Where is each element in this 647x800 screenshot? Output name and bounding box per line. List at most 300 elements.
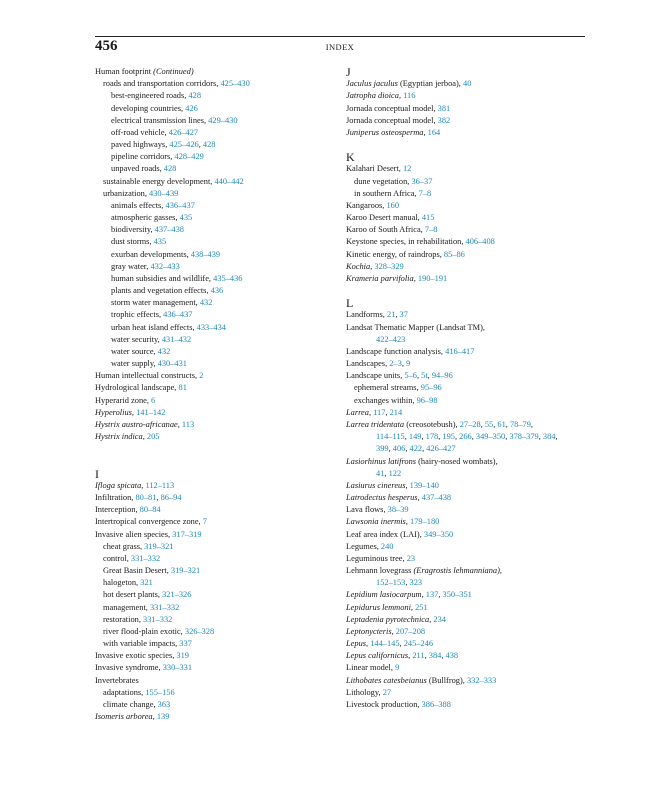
index-entry <box>346 358 591 370</box>
page-reference-link[interactable]: 178 <box>425 432 439 442</box>
page-reference-link[interactable]: 432 <box>199 298 213 308</box>
page-reference-link[interactable]: 27 <box>382 687 392 697</box>
entry-text: , <box>555 432 558 442</box>
page-reference-link[interactable]: 426–427 <box>426 444 456 454</box>
index-entry <box>95 650 340 662</box>
spacer <box>95 456 340 468</box>
index-subentry <box>95 322 340 334</box>
index-subentry <box>346 395 591 407</box>
page-reference-link[interactable]: 378–379 <box>509 432 539 442</box>
index-subentry <box>95 273 340 285</box>
index-entry <box>95 480 340 492</box>
entry-text: , <box>142 432 147 442</box>
entry-text: restoration, <box>103 614 144 624</box>
page-reference-link[interactable]: 440–442 <box>214 176 244 186</box>
page-reference-link[interactable]: 384 <box>428 651 442 661</box>
page-reference-link[interactable]: 7 <box>202 517 207 527</box>
entry-text: Human intellectual constructs, <box>95 371 200 381</box>
entry-text: , <box>395 310 400 320</box>
page-reference-link[interactable]: 436–437 <box>163 310 193 320</box>
entry-text: (Egyptian jerboa), <box>397 79 463 89</box>
entry-text: Landscape function analysis, <box>346 346 446 356</box>
index-entry <box>346 504 591 516</box>
entry-text: , <box>417 493 422 503</box>
entry-text: , <box>530 419 533 429</box>
page-reference-link[interactable]: 40 <box>463 79 472 89</box>
index-subentry <box>95 139 340 151</box>
page-reference-link[interactable]: 27–28 <box>459 419 481 429</box>
entry-text: Landscape units, <box>346 371 405 381</box>
entry-text: , <box>480 419 485 429</box>
index-entry-continuation <box>346 443 591 455</box>
page-reference-link[interactable]: 436 <box>210 286 224 296</box>
page-reference-link[interactable]: 245–246 <box>403 639 434 649</box>
index-subentry <box>95 541 340 553</box>
entry-text: in southern Africa, <box>354 188 419 198</box>
page-reference-link[interactable]: 137 <box>425 590 439 600</box>
section-letter: I <box>95 466 99 481</box>
page-reference-link[interactable]: 160 <box>386 200 400 210</box>
entry-text: Lehmann lovegrass <box>346 566 414 576</box>
index-subentry <box>95 699 340 711</box>
page-reference-link[interactable]: 149 <box>408 432 422 442</box>
index-column-left <box>95 66 340 723</box>
page-reference-link[interactable]: 85–86 <box>443 249 465 259</box>
entry-text: Intertropical convergence zone, <box>95 517 203 527</box>
entry-text: , <box>388 444 393 454</box>
page-reference-link[interactable]: 328–329 <box>374 261 404 271</box>
index-subentry <box>95 626 340 638</box>
index-entry <box>346 273 591 285</box>
entry-text: , <box>438 432 443 442</box>
page-reference-link[interactable]: 331–332 <box>130 553 161 563</box>
index-subentry <box>95 163 340 175</box>
page-reference-link[interactable]: 326–328 <box>184 626 215 636</box>
index-entry <box>95 382 340 394</box>
index-subentry <box>95 249 340 261</box>
page-reference-link[interactable]: 112–113 <box>145 480 175 490</box>
page-reference-link[interactable]: 384 <box>542 432 556 442</box>
entry-text: , <box>384 468 389 478</box>
index-entry <box>346 516 591 528</box>
page-reference-link[interactable]: 399 <box>376 444 389 454</box>
index-subentry <box>95 236 340 248</box>
page-reference-link[interactable]: 349–350 <box>423 529 454 539</box>
spacer <box>95 443 340 455</box>
page-reference-link[interactable]: 435–436 <box>213 273 243 283</box>
page-reference-link[interactable]: 78–79 <box>509 419 531 429</box>
page-reference-link[interactable]: 422–423 <box>376 334 406 344</box>
page-reference-link[interactable]: 61 <box>497 419 506 429</box>
entry-text: , <box>141 480 146 490</box>
entry-text: climate change, <box>103 699 158 709</box>
entry-text: , <box>401 359 407 369</box>
page-reference-link[interactable]: 349–350 <box>475 432 506 442</box>
entry-text: Kangaroos, <box>346 200 387 210</box>
page-reference-link[interactable]: 117 <box>373 407 386 417</box>
index-subentry <box>95 297 340 309</box>
page-reference-link[interactable]: 5–6 <box>404 371 417 381</box>
index-subentry <box>95 261 340 273</box>
italic-term: Lepidium lasiocarpum <box>346 590 422 600</box>
italic-term: (Continued) <box>153 67 194 76</box>
index-subentry <box>95 285 340 297</box>
entry-text: water security, <box>111 334 162 344</box>
entry-text: cheat grass, <box>103 541 145 551</box>
page-reference-link[interactable]: 122 <box>388 468 402 478</box>
index-subentry <box>95 346 340 358</box>
page-reference-link[interactable]: 330–331 <box>162 663 192 673</box>
page-reference-link[interactable]: 23 <box>406 553 416 563</box>
entry-text: control, <box>103 553 131 563</box>
page-reference-link[interactable]: 5t <box>421 371 428 381</box>
index-entry <box>346 115 591 127</box>
entry-text: , <box>156 493 161 503</box>
entry-text: Leaf area index (LAI), <box>346 529 424 539</box>
index-entry <box>95 675 340 687</box>
entry-text: Kalahari Desert, <box>346 164 403 174</box>
entry-text: , <box>427 371 432 381</box>
entry-text: biodiversity, <box>111 225 155 235</box>
page-reference-link[interactable]: 415 <box>421 213 435 223</box>
index-subentry <box>95 188 340 200</box>
entry-text: urban heat island effects, <box>111 322 197 332</box>
page-reference-link[interactable]: 114–115 <box>376 432 405 442</box>
entry-text: , <box>366 639 371 649</box>
page-reference-link[interactable]: 214 <box>389 407 403 417</box>
entry-text: electrical transmission lines, <box>111 115 209 125</box>
index-entry-continuation <box>346 431 591 443</box>
page-reference-link[interactable]: 437–438 <box>154 225 184 235</box>
index-entry <box>95 407 340 419</box>
page-reference-link[interactable]: 80–81 <box>135 493 157 503</box>
page-reference-link[interactable]: 7–8 <box>424 225 438 235</box>
index-entry <box>346 675 591 687</box>
entry-text: , <box>422 444 427 454</box>
italic-term: Lasiorhinus latifrons <box>346 456 417 466</box>
index-subentry <box>95 151 340 163</box>
entry-text: , <box>370 261 375 271</box>
page-reference-link[interactable]: 428 <box>163 164 177 174</box>
index-entry <box>346 407 591 419</box>
entry-text: pipeline corridors, <box>111 152 175 162</box>
index-subentry <box>95 309 340 321</box>
entry-text: with variable impacts, <box>103 639 180 649</box>
section-letter: L <box>346 296 354 311</box>
page-reference-link[interactable]: 141–142 <box>136 407 166 417</box>
page-reference-link[interactable]: 435 <box>179 213 193 223</box>
page-reference-link[interactable]: 251 <box>415 602 428 612</box>
index-entry <box>346 626 591 638</box>
entry-text: plants and vegetation effects, <box>111 286 211 296</box>
index-entry <box>346 200 591 212</box>
page-reference-link[interactable]: 319 <box>176 651 189 661</box>
entry-text: river flood-plain exotic, <box>103 626 185 636</box>
page-reference-link[interactable]: 36–37 <box>411 176 433 186</box>
page-reference-link[interactable]: 116 <box>403 91 416 101</box>
page-reference-link[interactable]: 428–429 <box>174 152 204 162</box>
index-column-right <box>346 66 591 711</box>
entry-text: Hyperarid zone, <box>95 395 152 405</box>
entry-text: , <box>405 444 410 454</box>
page-reference-link[interactable]: 41 <box>376 468 385 478</box>
entry-text: exchanges within, <box>354 395 417 405</box>
page-reference-link[interactable]: 425–426 <box>169 140 199 150</box>
page-reference-link[interactable]: 438–439 <box>190 249 221 259</box>
index-entry <box>346 456 591 468</box>
italic-term: Latrodectus hesperus <box>346 493 418 503</box>
entry-text: Invasive exotic species, <box>95 651 177 661</box>
index-entry <box>95 504 340 516</box>
index-entry-continuation <box>346 577 591 589</box>
entry-text: Lava flows, <box>346 505 388 515</box>
index-entry <box>346 309 591 321</box>
page-reference-link[interactable]: 331–332 <box>143 614 173 624</box>
entry-text: , <box>398 91 404 101</box>
page-reference-link[interactable]: 164 <box>427 127 441 137</box>
index-entry <box>95 529 340 541</box>
entry-text: , <box>131 407 137 417</box>
italic-term: Leptadenia pyrotechnica <box>346 614 430 624</box>
running-title: INDEX <box>325 42 355 52</box>
page-reference-link[interactable]: 321 <box>140 578 153 588</box>
page-reference-link[interactable]: 428 <box>202 140 216 150</box>
index-entry <box>346 322 591 334</box>
entry-text: Great Basin Desert, <box>103 566 171 576</box>
italic-term: Hystrix austro-africanae <box>95 419 178 429</box>
page-reference-link[interactable]: 363 <box>157 699 171 709</box>
page-reference-link[interactable]: 428 <box>188 91 201 101</box>
page-reference-link[interactable]: 179–180 <box>410 517 440 527</box>
page-reference-link[interactable]: 9 <box>395 663 400 673</box>
entry-text: (hairy-nosed wombats), <box>416 456 498 466</box>
italic-term: Lepus <box>346 639 367 649</box>
page-reference-link[interactable]: 432 <box>157 346 171 356</box>
spacer <box>346 139 591 151</box>
entry-text: , <box>408 651 413 661</box>
index-entry <box>95 711 340 723</box>
italic-term: Lepidurus lemmoni <box>346 602 411 612</box>
page-reference-link[interactable]: 386–388 <box>421 699 451 709</box>
italic-term: Lithobates catesbeianus <box>346 675 427 685</box>
entry-text: gray water, <box>111 261 151 271</box>
page-reference-link[interactable]: 81 <box>178 383 187 393</box>
page-reference-link[interactable]: 319–321 <box>144 541 174 551</box>
italic-term: (Eragrostis lehmanniana) <box>413 566 500 576</box>
entry-text: , <box>505 419 510 429</box>
page-reference-link[interactable]: 337 <box>179 639 192 649</box>
entry-text: , <box>429 614 434 624</box>
page-reference-link[interactable]: 6 <box>151 395 156 405</box>
page-reference-link[interactable]: 430–439 <box>149 188 179 198</box>
page-reference-link[interactable]: 37 <box>399 310 408 320</box>
page-reference-link[interactable]: 211 <box>412 651 425 661</box>
page-reference-link[interactable]: 432–433 <box>150 261 180 271</box>
entry-text: human subsidies and wildlife, <box>111 273 214 283</box>
page-reference-link[interactable]: 317–319 <box>172 529 202 539</box>
page-reference-link[interactable]: 2–3 <box>389 359 402 369</box>
index-subentry <box>95 577 340 589</box>
entry-text: , <box>471 432 476 442</box>
spacer <box>346 285 591 297</box>
page-reference-link[interactable]: 207–208 <box>395 626 426 636</box>
index-entry <box>95 395 340 407</box>
index-entry <box>346 261 591 273</box>
page-reference-link[interactable]: 7–8 <box>418 188 432 198</box>
index-subentry <box>95 565 340 577</box>
page-reference-link[interactable]: 323 <box>409 578 423 588</box>
page-reference-link[interactable]: 416–417 <box>445 346 475 356</box>
page-reference-link[interactable]: 234 <box>433 614 446 624</box>
entry-text: halogeton, <box>103 578 141 588</box>
index-entry <box>346 212 591 224</box>
page-reference-link[interactable]: 433–434 <box>196 322 226 332</box>
index-subentry <box>95 200 340 212</box>
italic-term: Isomeris arborea <box>95 712 153 722</box>
entry-text: (creosotebush), <box>404 419 460 429</box>
index-entry <box>346 529 591 541</box>
page-reference-link[interactable]: 155–156 <box>145 687 175 697</box>
page-reference-link[interactable]: 96–98 <box>416 395 438 405</box>
section-letter: J <box>346 65 351 79</box>
page-reference-link[interactable]: 139 <box>156 712 170 722</box>
page-reference-link[interactable]: 94–96 <box>431 371 453 381</box>
page-reference-link[interactable]: 332–333 <box>466 675 497 685</box>
italic-term: Krameria parvifolia <box>346 273 414 283</box>
page-reference-link[interactable]: 190–191 <box>417 273 448 283</box>
index-subentry <box>95 687 340 699</box>
page-reference-link[interactable]: 331–332 <box>149 602 180 612</box>
page-reference-link[interactable]: 95–96 <box>420 383 442 393</box>
page-reference-link[interactable]: 382 <box>437 115 451 125</box>
page-reference-link[interactable]: 321–326 <box>162 590 192 600</box>
index-entry <box>346 224 591 236</box>
index-subentry <box>95 638 340 650</box>
page-reference-link[interactable]: 426 <box>185 103 198 113</box>
entry-text: (Bullfrog), <box>426 675 467 685</box>
entry-text: Infiltration, <box>95 493 136 503</box>
page-reference-link[interactable]: 55 <box>484 419 494 429</box>
entry-text: water supply, <box>111 359 158 369</box>
index-entry <box>346 541 591 553</box>
index-entry-continuation <box>346 334 591 346</box>
index-subentry <box>95 614 340 626</box>
italic-term: Hystrix indica <box>95 432 143 442</box>
page-reference-link[interactable]: 422 <box>409 444 423 454</box>
entry-text: , <box>538 432 543 442</box>
page-reference-link[interactable]: 2 <box>199 371 204 381</box>
entry-text: , <box>405 578 410 588</box>
index-subentry <box>95 115 340 127</box>
index-subentry <box>95 334 340 346</box>
entry-text: , <box>405 480 410 490</box>
page-reference-link[interactable]: 139–140 <box>409 480 439 490</box>
page-reference-link[interactable]: 406–408 <box>465 237 495 247</box>
index-entry <box>95 662 340 674</box>
entry-text: Karoo Desert manual, <box>346 213 422 223</box>
index-entry <box>346 602 591 614</box>
page-reference-link[interactable]: 195 <box>442 432 455 442</box>
italic-term: Jatropha dioica <box>346 91 399 101</box>
entry-text: paved highways, <box>111 140 170 150</box>
entry-text: urbanization, <box>103 188 150 198</box>
entry-text: dune vegetation, <box>354 176 412 186</box>
index-entry <box>346 236 591 248</box>
page-reference-link[interactable]: 240 <box>380 541 394 551</box>
page-reference-link[interactable]: 38–39 <box>387 505 409 515</box>
page-reference-link[interactable]: 435 <box>153 237 167 247</box>
index-entry <box>95 370 340 382</box>
index-entry <box>346 346 591 358</box>
page-reference-link[interactable]: 205 <box>146 432 160 442</box>
page-reference-link[interactable]: 12 <box>402 164 412 174</box>
page-reference-link[interactable]: 381 <box>437 103 451 113</box>
index-entry <box>346 249 591 261</box>
entry-text: roads and transportation corridors, <box>103 79 221 89</box>
index-entry <box>346 565 591 577</box>
entry-text: Landforms, <box>346 310 387 320</box>
entry-text: adaptations, <box>103 687 146 697</box>
index-subentry <box>95 224 340 236</box>
entry-text: Livestock production, <box>346 699 422 709</box>
entry-text: Lithology, <box>346 687 383 697</box>
page-reference-link[interactable]: 113 <box>181 419 195 429</box>
index-subentry <box>95 90 340 102</box>
page-reference-link[interactable]: 429–430 <box>208 115 238 125</box>
entry-text: Human footprint <box>95 67 154 76</box>
index-subentry <box>95 589 340 601</box>
page-reference-link[interactable]: 426–427 <box>168 127 199 137</box>
section-letter: K <box>346 150 355 165</box>
index-subentry <box>95 602 340 614</box>
entry-text: , <box>385 407 390 417</box>
page-reference-link[interactable]: 152–153 <box>376 578 406 588</box>
index-entry <box>346 662 591 674</box>
entry-text: Keystone species, in rehabilitation, <box>346 237 466 247</box>
page-reference-link[interactable]: 144–145 <box>370 639 400 649</box>
entry-text: animals effects, <box>111 200 166 210</box>
entry-text: , <box>368 407 374 417</box>
page-reference-link[interactable]: 406 <box>392 444 406 454</box>
entry-text: Invasive syndrome, <box>95 663 163 673</box>
page-reference-link[interactable]: 425–430 <box>220 79 250 89</box>
page-reference-link[interactable]: 80–84 <box>139 505 161 515</box>
index-entry <box>95 492 340 504</box>
page-reference-link[interactable]: 9 <box>406 359 411 369</box>
entry-text: hot desert plants, <box>103 590 163 600</box>
page-reference-link[interactable]: 350–351 <box>442 590 472 600</box>
page-reference-link[interactable]: 21 <box>386 310 396 320</box>
entry-text: , <box>421 590 426 600</box>
page-reference-link[interactable]: 266 <box>459 432 472 442</box>
entry-text: , <box>177 419 182 429</box>
page-reference-link[interactable]: 438 <box>445 651 459 661</box>
entry-text: , <box>410 602 416 612</box>
index-entry <box>346 638 591 650</box>
page-reference-link[interactable]: 319–321 <box>170 566 201 576</box>
page-reference-link[interactable]: 436–437 <box>165 200 195 210</box>
italic-term: Larrea <box>346 407 369 417</box>
page-reference-link[interactable]: 431–432 <box>161 334 192 344</box>
page-reference-link[interactable]: 86–94 <box>160 493 182 503</box>
index-entry <box>95 431 340 443</box>
page-reference-link[interactable]: 437–438 <box>421 493 452 503</box>
entry-text: Landsat Thematic Mapper (Landsat TM), <box>346 322 485 332</box>
page-reference-link[interactable]: 430–431 <box>157 359 187 369</box>
entry-text: unpaved roads, <box>111 164 164 174</box>
entry-text: , <box>499 566 503 576</box>
entry-text: , <box>424 651 429 661</box>
